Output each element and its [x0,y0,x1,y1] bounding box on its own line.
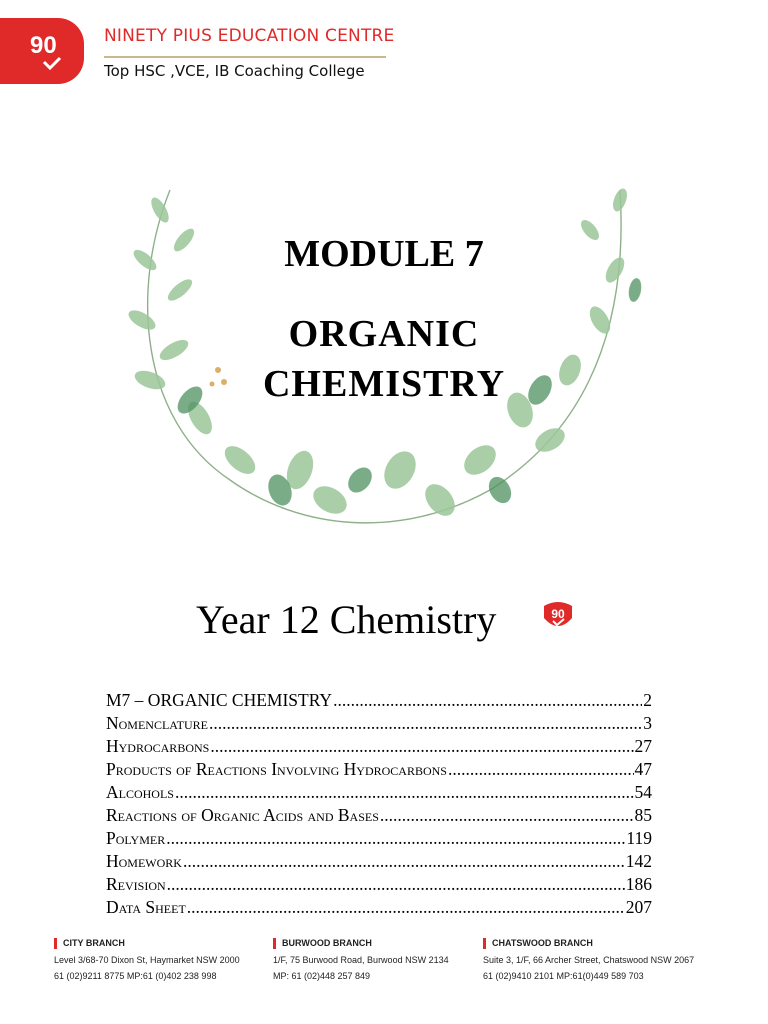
toc-row[interactable] [106,713,652,736]
toc-page: 54 [634,782,652,802]
check-icon [42,56,62,70]
toc-title: Reactions of Organic Acids and Bases [106,805,379,825]
toc-title: Hydrocarbons [106,736,210,756]
year-badge-icon [540,600,576,632]
brand-divider [104,56,386,58]
toc-row[interactable] [106,851,652,874]
toc-row[interactable] [106,874,652,897]
toc-page: 119 [626,828,652,848]
toc-page: 2 [643,690,652,710]
branch-city [54,938,240,981]
branch-address: 1/F, 75 Burwood Road, Burwood NSW 2134 [273,955,449,965]
toc-row[interactable] [106,782,652,805]
toc-title: Nomenclature [106,713,208,733]
toc-row[interactable] [106,759,652,782]
toc-title: M7 – ORGANIC CHEMISTRY [106,690,333,710]
toc-page: 3 [643,713,652,733]
toc-title: Polymer [106,828,166,848]
branch-burwood [273,938,449,981]
toc-page: 142 [625,851,652,871]
branch-name: BURWOOD BRANCH [273,938,449,949]
svg-text:90: 90 [551,607,565,621]
branch-name: CITY BRANCH [54,938,240,949]
module-title: MODULE 7 [284,233,484,275]
toc-page: 47 [634,759,652,779]
table-of-contents [106,690,652,920]
toc-row[interactable] [106,897,652,920]
toc-row[interactable] [106,690,652,713]
toc-row[interactable] [106,805,652,828]
branch-phone: MP: 61 (02)448 257 849 [273,971,371,981]
branch-phone: 61 (02)9211 8775 MP:61 (0)402 238 998 [54,971,217,981]
branch-phone: 61 (02)9410 2101 MP:61(0)449 589 703 [483,971,644,981]
logo-number: 90 [30,32,57,59]
subject-title-line1: ORGANIC [288,313,480,355]
subject-title-line2: CHEMISTRY [262,363,506,405]
toc-title: Alcohols [106,782,174,802]
toc-page: 27 [634,736,652,756]
toc-page: 85 [634,805,652,825]
branch-address: Suite 3, 1/F, 66 Archer Street, Chatswood NSW 2067 [483,955,695,965]
toc-page: 207 [625,897,652,917]
toc-title: Products of Reactions Involving Hydrocarbons [106,759,447,779]
branch-chatswood [483,938,694,981]
logo-badge [0,18,84,84]
year-title: Year 12 Chemistry [196,597,497,642]
toc-page: 186 [625,874,652,894]
branch-name: CHATSWOOD BRANCH [483,938,694,949]
branch-address: Level 3/68-70 Dixon St, Haymarket NSW 2000 [54,955,240,965]
toc-title: Data Sheet [106,897,186,917]
toc-row[interactable] [106,736,652,759]
toc-title: Revision [106,874,166,894]
brand-name: NINETY PIUS EDUCATION CENTRE [104,26,395,46]
toc-row[interactable] [106,828,652,851]
toc-title: Homework [106,851,182,871]
brand-tagline: Top HSC ,VCE, IB Coaching College [104,62,365,80]
